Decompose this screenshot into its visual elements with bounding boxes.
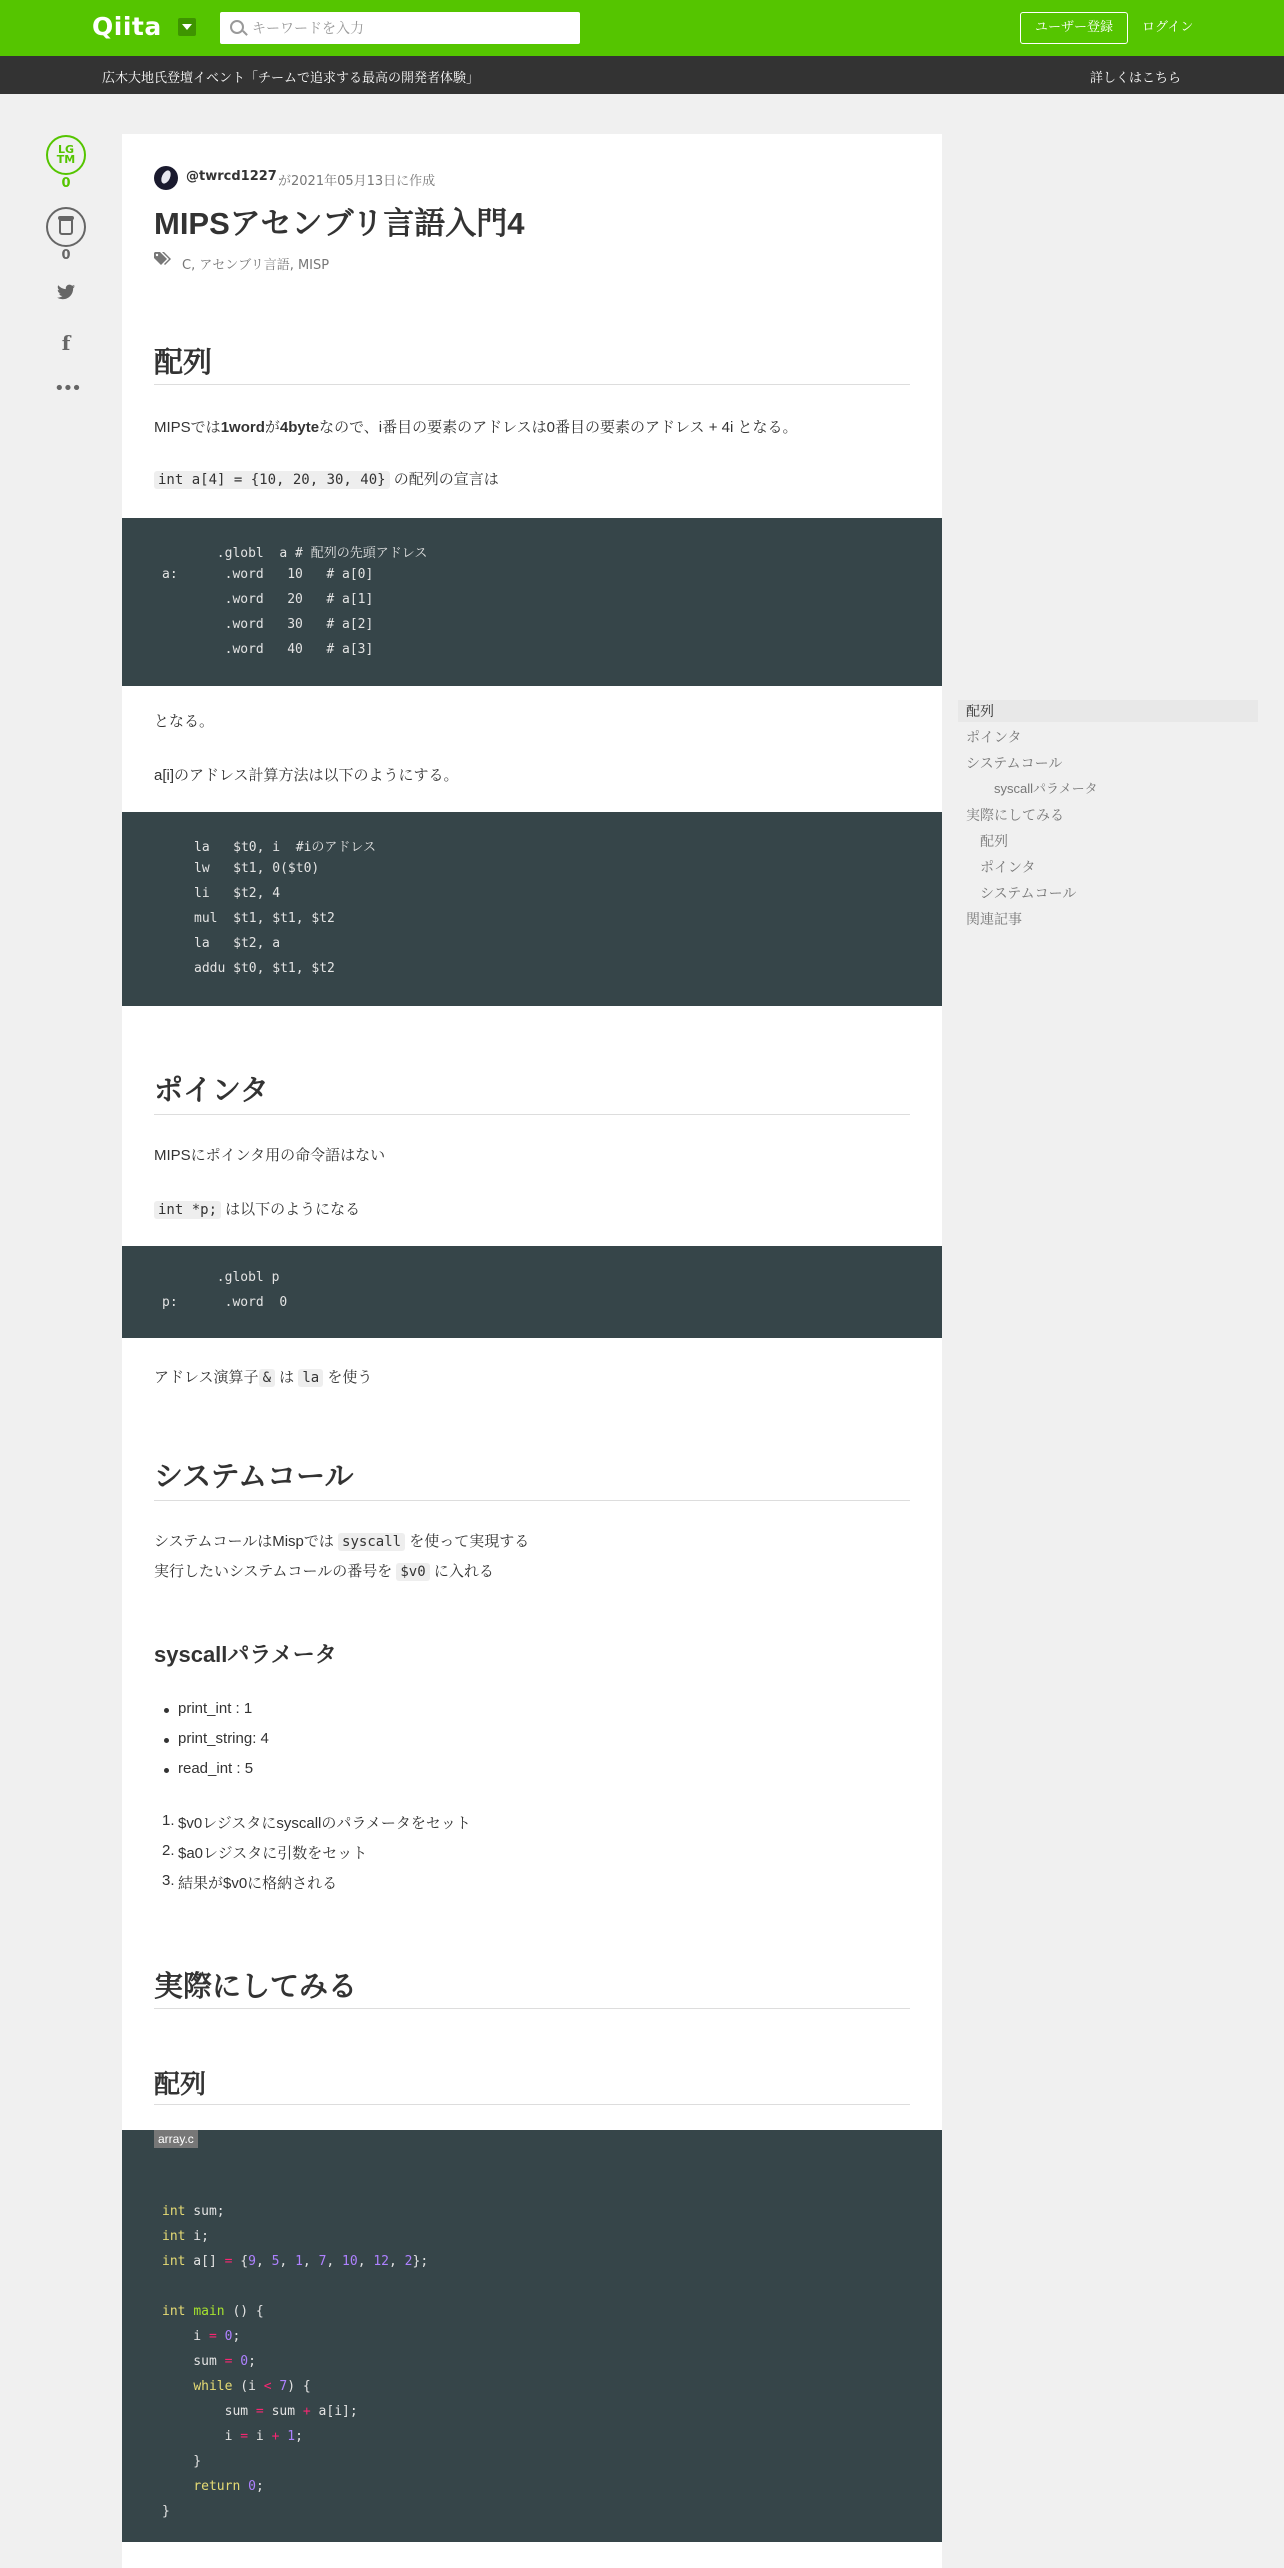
paragraph [154,468,499,489]
lgtm-button[interactable] [46,135,86,175]
toc-item-practice-syscall[interactable]: システムコール [980,885,1077,901]
list-item [178,1760,253,1777]
text: を使う [323,1369,373,1386]
divider [154,1500,910,1501]
text: $a0レジスタに引数をセット [178,1845,368,1862]
paragraph: MIPSにポインタ用の命令語はない [154,1147,386,1164]
code-block [122,518,942,686]
toc-item-practice[interactable]: 実際にしてみる [966,807,1064,823]
toc-item-array[interactable]: 配列 [958,700,1258,722]
text: は以下のようになる [221,1201,361,1218]
bold-text: 1word [220,419,265,436]
inline-code: & [259,1369,275,1387]
code-line: i = i + 1; [162,2429,303,2444]
code-line: sum = 0; [162,2354,256,2369]
banner-link[interactable]: 詳しくはこちら [1090,71,1182,86]
search-box[interactable] [220,12,580,44]
text: 実行したいシステムコールの番号を [154,1563,397,1580]
toc-item-practice-array[interactable]: 配列 [980,833,1008,849]
inline-code: int a[4] = {10, 20, 30, 40} [154,471,390,489]
chevron-down-icon[interactable] [178,18,196,36]
code-line: lw $t1, 0($t0) [194,861,320,876]
list-item [178,1700,252,1717]
article [122,134,942,2568]
code-filename: array.c [154,2130,198,2148]
list-number: 3. [162,1872,175,1889]
code-block [122,1246,942,1338]
code-line: mul $t1, $t1, $t2 [194,911,335,926]
paragraph: a[i]のアドレス計算方法は以下のようにする。 [154,767,459,784]
code-line: } [162,2454,202,2469]
inline-code: la [298,1369,323,1387]
text: print_string: 4 [178,1730,269,1747]
top-navbar [0,0,1284,56]
created-date: が2021年05月13日に作成 [278,174,436,189]
text: を使って実現する [405,1533,530,1550]
facebook-icon[interactable]: f [61,331,71,355]
toc-item-related[interactable]: 関連記事 [966,911,1022,927]
stock-icon [59,219,73,235]
text: の配列の宣言は [389,471,499,488]
code-line: a: .word 10 # a[0] [162,567,374,582]
text: が [264,419,280,436]
login-link[interactable]: ログイン [1142,20,1194,35]
code-line: la $t0, i #iのアドレス [194,840,377,855]
event-banner [0,56,1284,94]
banner-text[interactable]: 広木大地氏登壇イベント「チームで追求する最高の開発者体験」 [102,71,480,86]
code-line: .word 40 # a[3] [162,642,374,657]
stock-button[interactable] [46,207,86,247]
code-line: sum = sum + a[i]; [162,2404,358,2419]
toc-item-practice-pointer[interactable]: ポインタ [980,859,1036,875]
text: なので、i番目の要素のアドレスは0番目の要素のアドレス + 4i となる。 [319,419,798,436]
lgtm-label: LG TM [56,143,76,166]
divider [154,2104,910,2105]
lgtm-count: 0 [61,176,71,191]
section-heading-syscall: システムコール [154,1461,354,1493]
code-line: .word 20 # a[1] [162,592,374,607]
inline-code: int *p; [154,1201,221,1219]
text: $v0レジスタにsyscallのパラメータをセット [178,1815,471,1832]
code-line: int a[] = {9, 5, 1, 7, 10, 12, 2}; [162,2254,429,2269]
text: に入れる [429,1563,494,1580]
divider [154,384,910,385]
stock-count: 0 [61,248,71,263]
text: MIPSでは [154,419,221,436]
list-item [162,1872,338,1893]
paragraph [154,1560,494,1581]
author-name[interactable]: @twrcd1227 [186,169,277,184]
section-heading-pointer: ポインタ [154,1075,269,1107]
sub-heading-syscall-params: syscallパラメータ [154,1642,337,1667]
section-heading-array: 配列 [154,347,213,379]
code-line: while (i < 7) { [193,2379,311,2394]
code-line: .globl a # 配列の先頭アドレス [162,546,428,561]
bullet [164,1738,169,1743]
code-line: .word 30 # a[2] [162,617,374,632]
list-item [162,1842,368,1863]
code-block [122,2130,942,2542]
tags-icon [154,252,174,266]
code-line: i = 0; [162,2329,241,2344]
text: read_int : 5 [178,1760,254,1777]
text: は [275,1369,299,1386]
bullet [164,1768,169,1773]
paragraph: となる。 [154,713,215,730]
divider [154,2008,910,2009]
code-line: } [162,2504,170,2519]
more-icon[interactable]: ••• [54,378,80,399]
divider [154,1114,910,1115]
code-line: .globl p [162,1270,280,1285]
text: 結果が$v0に格納される [178,1875,338,1892]
code-line: la $t2, a [194,936,281,951]
code-block [122,812,942,1006]
code-line: int i; [162,2229,209,2244]
list-number: 2. [162,1842,175,1859]
tag-list[interactable]: C, アセンブリ言語, MISP [182,258,330,273]
text: アドレス演算子 [154,1369,259,1386]
paragraph [154,1198,360,1219]
paragraph [154,1366,372,1387]
section-heading-practice: 実際にしてみる [154,1971,358,2003]
code-line: p: .word 0 [162,1295,288,1310]
inline-code: syscall [338,1533,405,1551]
toc-item-syscall[interactable]: システムコール [966,755,1063,771]
list-item [162,1812,471,1833]
page-title: MIPSアセンブリ言語入門4 [154,206,525,241]
code-line: addu $t0, $t1, $t2 [194,961,335,976]
search-input[interactable] [250,12,574,46]
avatar[interactable] [154,166,178,190]
list-number: 1. [162,1812,175,1829]
text: システムコールはMispでは [154,1533,339,1550]
toc-item-syscall-params[interactable]: syscallパラメータ [994,781,1098,796]
code-line: li $t2, 4 [194,886,281,901]
signup-button[interactable]: ユーザー登録 [1020,12,1128,44]
bullet [164,1708,169,1713]
inline-code: $v0 [396,1563,429,1581]
qiita-logo[interactable]: Qiita [92,12,162,41]
toc-item-pointer[interactable]: ポインタ [966,729,1022,745]
paragraph [154,1530,529,1551]
code-line: int sum; [162,2204,225,2219]
paragraph [154,416,798,437]
text: print_int : 1 [178,1700,253,1717]
twitter-icon[interactable] [54,284,78,308]
search-icon [230,20,244,34]
list-item [178,1730,269,1747]
code-line: int main () { [162,2304,264,2319]
bold-text: 4byte [279,419,320,436]
sub-heading-array: 配列 [154,2069,207,2099]
code-line: return 0; [193,2479,264,2494]
